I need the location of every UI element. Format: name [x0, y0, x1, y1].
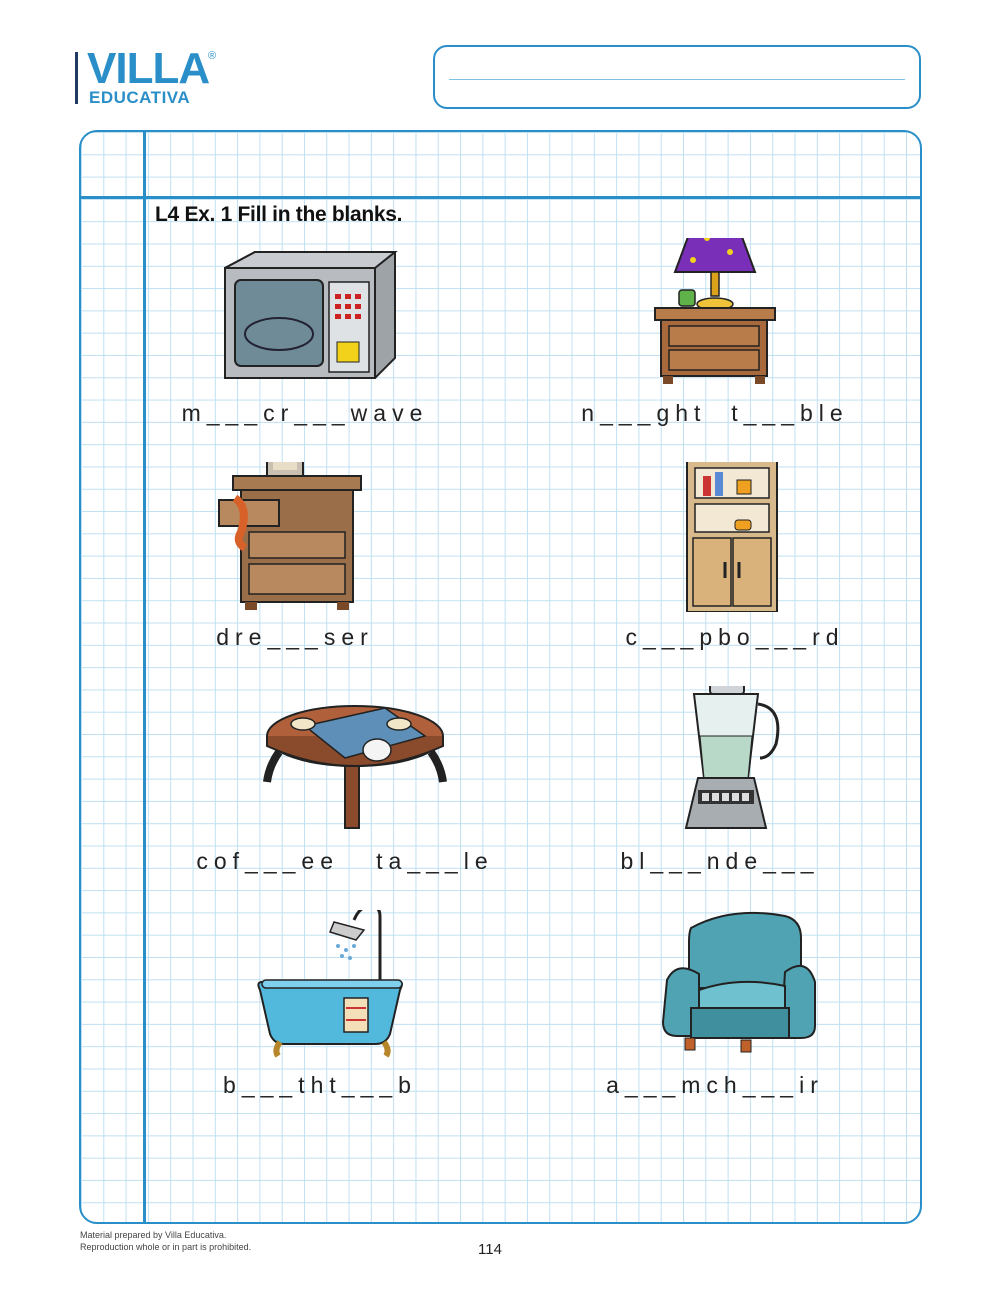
fill-blank-word: n___ght t___ble: [581, 400, 849, 426]
exercise-item-coffee-table: [195, 686, 495, 891]
blender-icon: [570, 686, 870, 836]
name-writing-line: [449, 79, 905, 80]
logo-registered-mark: ®: [208, 50, 217, 62]
fill-blank-word: b___tht___b: [223, 1072, 417, 1098]
name-field[interactable]: [433, 45, 921, 109]
logo-subtitle: EDUCATIVA: [89, 88, 191, 107]
footer-credit: Material prepared by Villa Educativa.: [80, 1230, 227, 1240]
fill-blank-word: bl___nde___: [620, 848, 820, 874]
bathtub-icon: [170, 910, 470, 1060]
night-table-icon: [565, 238, 865, 388]
cupboard-icon: [585, 462, 885, 612]
margin-line-vertical: [143, 132, 146, 1222]
exercise-item-microwave: [155, 238, 455, 443]
fill-blank-word: c___pbo___rd: [625, 624, 845, 650]
armchair-icon: [565, 910, 865, 1060]
exercise-item-armchair: [565, 910, 865, 1115]
coffee-table-icon: [195, 686, 495, 836]
fill-blank-word: a___mch___ir: [606, 1072, 824, 1098]
exercise-item-blender: [570, 686, 870, 891]
fill-blank-word: m___cr___wave: [181, 400, 429, 426]
exercise-item-bathtub: [170, 910, 470, 1115]
microwave-icon: [155, 238, 455, 388]
fill-blank-word: cof___ee ta___le: [196, 848, 494, 874]
margin-line-horizontal: [81, 196, 920, 199]
fill-blank-word: dre___ser: [216, 624, 374, 650]
exercise-item-dresser: [145, 462, 445, 667]
page-number: 114: [478, 1241, 502, 1258]
dresser-icon: [145, 462, 445, 612]
logo-divider: [75, 52, 78, 104]
exercise-title: L4 Ex. 1 Fill in the blanks.: [155, 203, 403, 226]
logo-title: VILLA: [87, 44, 210, 93]
footer-copyright: Reproduction whole or in part is prohibited.: [80, 1242, 252, 1252]
exercise-item-cupboard: [585, 462, 885, 667]
exercise-item-night-table: [565, 238, 865, 443]
villa-educativa-logo: [75, 46, 235, 110]
